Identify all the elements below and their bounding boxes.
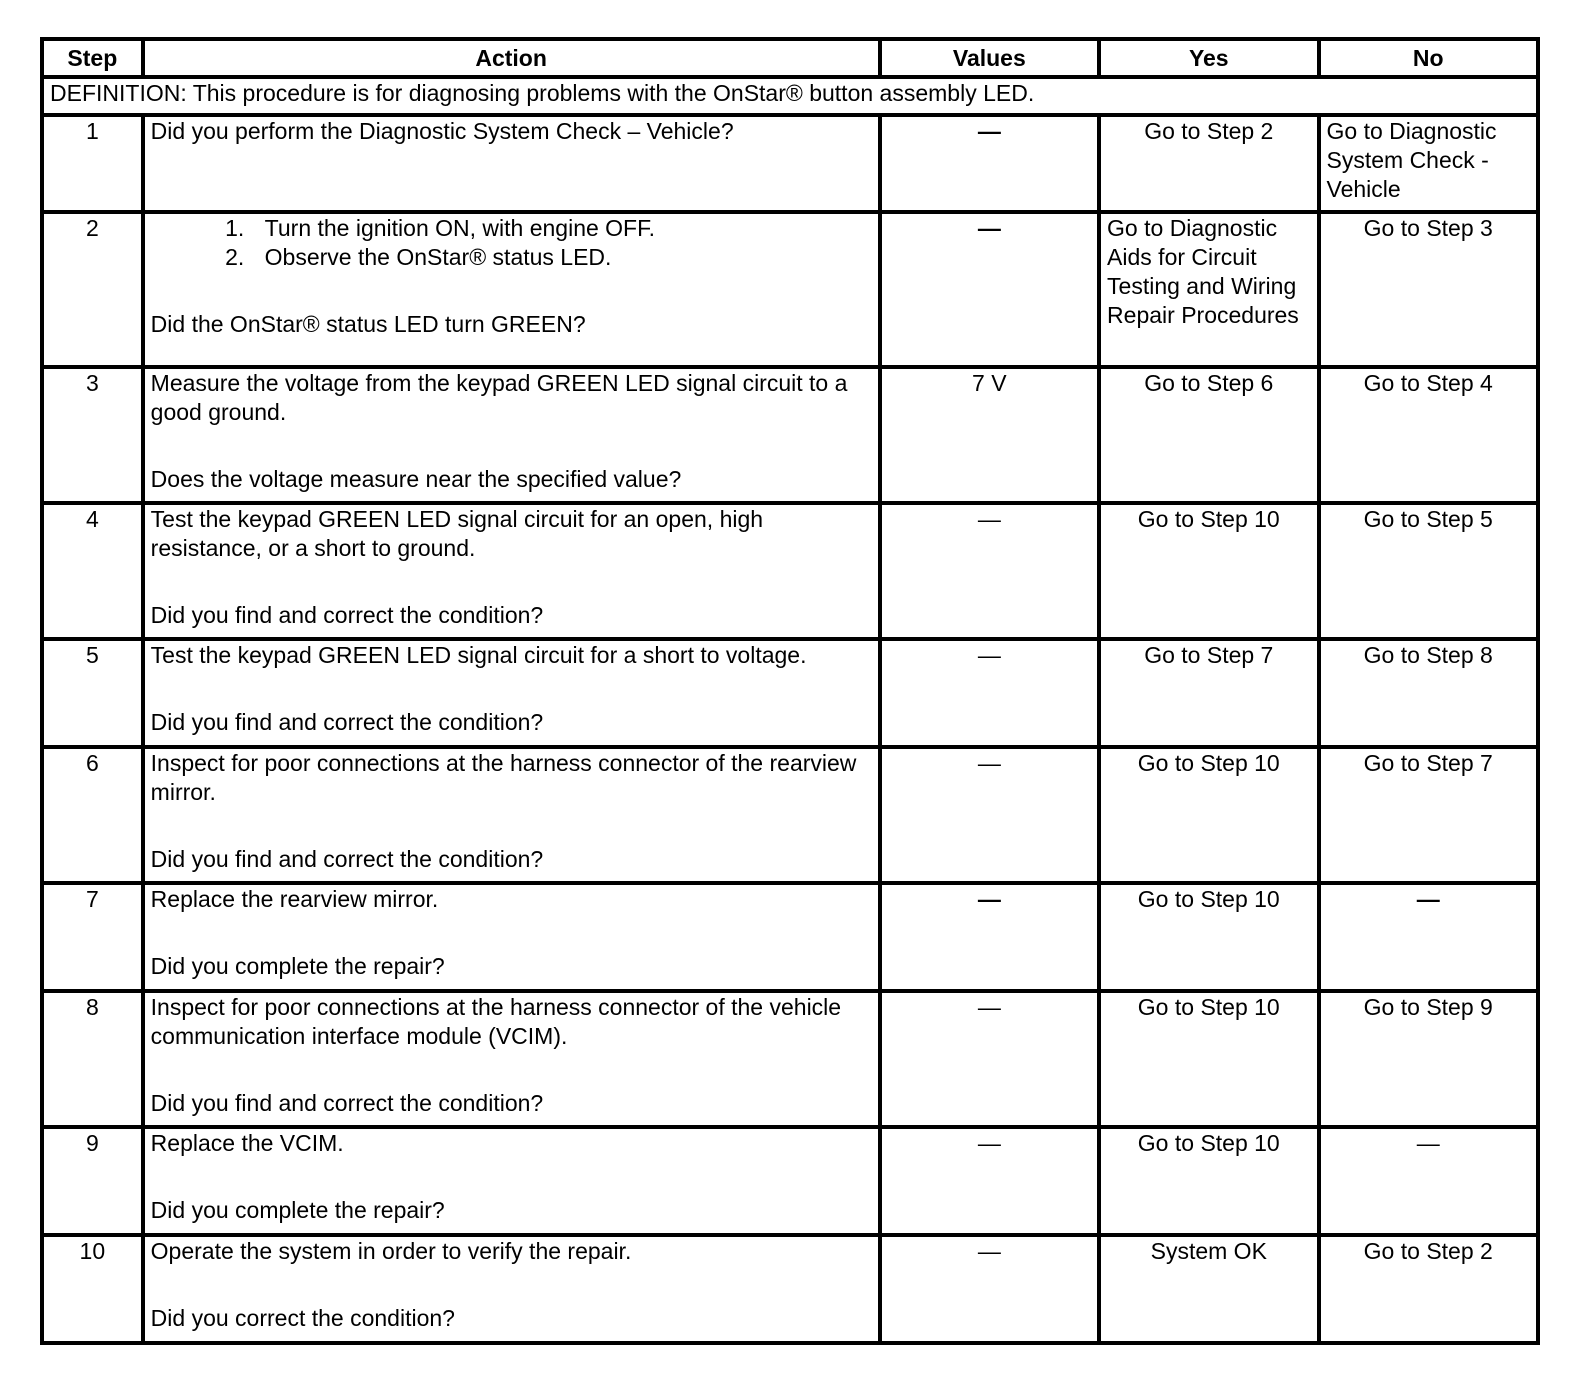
value-cell: — [880, 1127, 1099, 1235]
value-cell: 7 V [880, 367, 1099, 503]
action-cell [143, 747, 880, 883]
header-step: Step [42, 39, 143, 77]
step-number: 9 [42, 1127, 143, 1235]
no-cell: — [1319, 883, 1539, 991]
no-cell: Go to Step 2 [1319, 1235, 1539, 1343]
yes-cell: Go to Step 10 [1099, 991, 1318, 1127]
step-number: 8 [42, 991, 143, 1127]
question-text: Did you complete the repair? [150, 1197, 445, 1223]
action-cell [143, 503, 880, 639]
table-row [42, 115, 1538, 212]
definition-row [42, 77, 1538, 115]
header-row [42, 39, 1538, 77]
question-text: Did you correct the condition? [150, 1305, 455, 1331]
action-cell [143, 639, 880, 747]
question-text: Does the voltage measure near the specified value? [150, 466, 682, 492]
action-text: Operate the system in order to verify the repair. [150, 1238, 632, 1264]
step-number: 5 [42, 639, 143, 747]
yes-cell: Go to Step 7 [1099, 639, 1318, 747]
substep-item: 1. Turn the ignition ON, with engine OFF. [251, 214, 872, 243]
step-number: 2 [42, 212, 143, 367]
action-cell [143, 1127, 880, 1235]
table-row [42, 991, 1538, 1127]
value-cell: — [880, 991, 1099, 1127]
no-cell: Go to Step 3 [1319, 212, 1539, 367]
value-cell: — [880, 115, 1099, 212]
action-cell [143, 367, 880, 503]
table-row [42, 883, 1538, 991]
table-row [42, 212, 1538, 367]
table-row [42, 639, 1538, 747]
no-cell: Go to Step 7 [1319, 747, 1539, 883]
action-text: Test the keypad GREEN LED signal circuit for a short to voltage. [150, 642, 807, 668]
question-text: Did you find and correct the condition? [150, 709, 544, 735]
no-cell: Go to Step 9 [1319, 991, 1539, 1127]
action-text: Inspect for poor connections at the harness connector of the rearview mirror. [150, 750, 857, 805]
diagnostic-table [40, 37, 1540, 1345]
action-text: Replace the VCIM. [150, 1130, 344, 1156]
table-row [42, 1127, 1538, 1235]
step-number: 7 [42, 883, 143, 991]
yes-cell: Go to Diagnostic Aids for Circuit Testing and Wiring Repair Procedures [1099, 212, 1318, 367]
table-row [42, 367, 1538, 503]
no-cell: — [1319, 1127, 1539, 1235]
question-text: Did you complete the repair? [150, 953, 445, 979]
question-text: Did you find and correct the condition? [150, 602, 544, 628]
yes-cell: Go to Step 10 [1099, 503, 1318, 639]
action-cell [143, 1235, 880, 1343]
table-row [42, 747, 1538, 883]
yes-cell: Go to Step 10 [1099, 1127, 1318, 1235]
action-cell [143, 991, 880, 1127]
step-number: 4 [42, 503, 143, 639]
value-cell: — [880, 503, 1099, 639]
no-cell: Go to Diagnostic System Check - Vehicle [1319, 115, 1539, 212]
step-number: 10 [42, 1235, 143, 1343]
value-cell: — [880, 883, 1099, 991]
no-cell: Go to Step 5 [1319, 503, 1539, 639]
header-no: No [1319, 39, 1539, 77]
value-cell: — [880, 747, 1099, 883]
action-text: Inspect for poor connections at the harness connector of the vehicle communication interface module (VCIM). [150, 994, 842, 1049]
substep-list [151, 214, 872, 272]
question-text: Did the OnStar® status LED turn GREEN? [150, 311, 586, 337]
question-text: Did you find and correct the condition? [150, 846, 544, 872]
step-number: 1 [42, 115, 143, 212]
no-cell: Go to Step 4 [1319, 367, 1539, 503]
header-action: Action [143, 39, 880, 77]
value-cell: — [880, 639, 1099, 747]
value-cell: — [880, 1235, 1099, 1343]
action-text: Test the keypad GREEN LED signal circuit for an open, high resistance, or a short to ground. [150, 506, 764, 561]
action-cell [143, 883, 880, 991]
yes-cell: Go to Step 2 [1099, 115, 1318, 212]
step-number: 3 [42, 367, 143, 503]
yes-cell: Go to Step 10 [1099, 883, 1318, 991]
value-cell: — [880, 212, 1099, 367]
no-cell: Go to Step 8 [1319, 639, 1539, 747]
question-text: Did you perform the Diagnostic System Check – Vehicle? [150, 118, 734, 144]
question-text: Did you find and correct the condition? [150, 1090, 544, 1116]
substep-item: 2. Observe the OnStar® status LED. [251, 243, 872, 272]
header-yes: Yes [1099, 39, 1318, 77]
table-row [42, 1235, 1538, 1343]
action-cell [143, 115, 880, 212]
table-row [42, 503, 1538, 639]
header-values: Values [880, 39, 1099, 77]
yes-cell: Go to Step 10 [1099, 747, 1318, 883]
action-cell [143, 212, 880, 367]
yes-cell: Go to Step 6 [1099, 367, 1318, 503]
action-text: Measure the voltage from the keypad GREEN LED signal circuit to a good ground. [150, 370, 848, 425]
definition-text: DEFINITION: This procedure is for diagnosing problems with the OnStar® button assembly LED. [42, 77, 1538, 115]
action-text: Replace the rearview mirror. [150, 886, 439, 912]
yes-cell: System OK [1099, 1235, 1318, 1343]
step-number: 6 [42, 747, 143, 883]
